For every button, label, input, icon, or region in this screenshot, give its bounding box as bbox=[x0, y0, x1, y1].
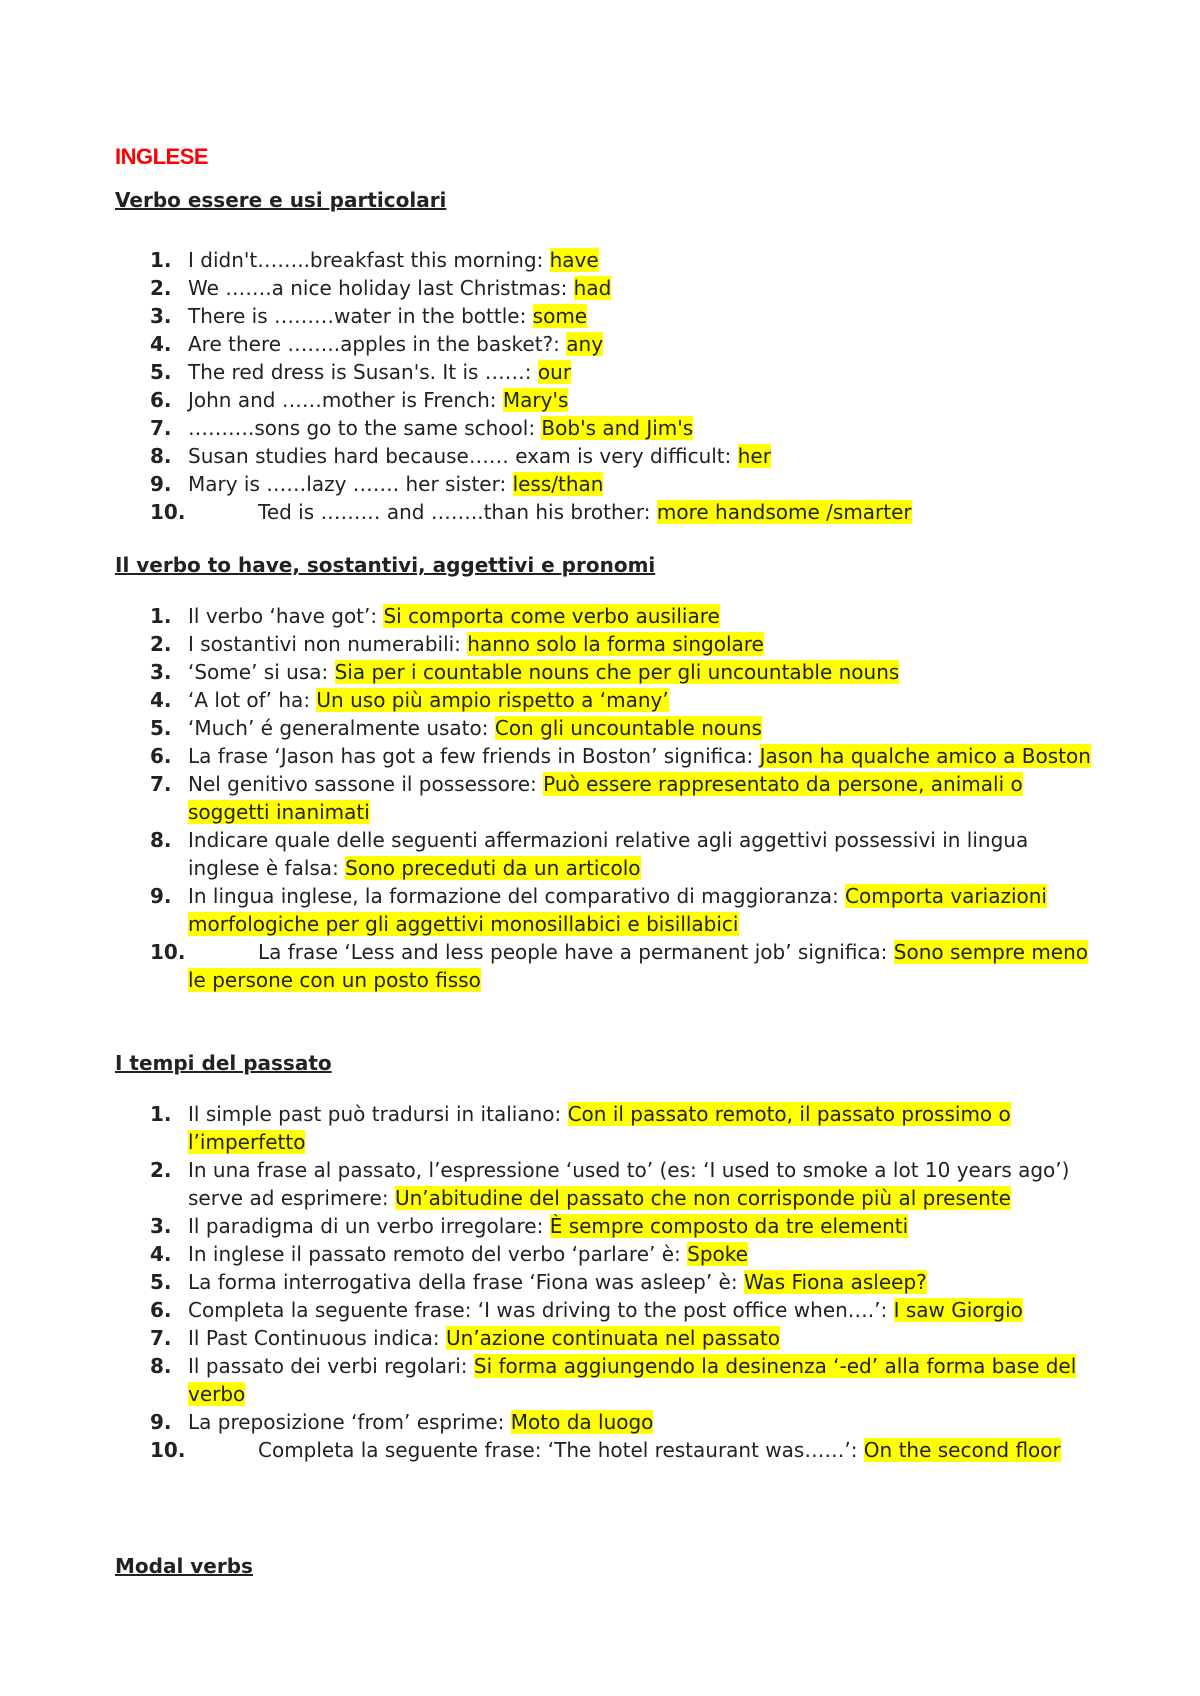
question-number: 3. bbox=[150, 304, 172, 328]
question-text: I sostantivi non numerabili: bbox=[188, 632, 468, 656]
highlighted-answer: had bbox=[573, 276, 612, 300]
question-item bbox=[0, 1156, 1100, 1212]
question-number: 2. bbox=[150, 632, 172, 656]
question-number: 5. bbox=[150, 716, 172, 740]
question-text: ‘Some’ si usa: bbox=[188, 660, 335, 684]
question-item bbox=[0, 470, 1100, 498]
highlighted-answer: Si comporta come verbo ausiliare bbox=[383, 604, 720, 628]
question-text: Completa la seguente frase: ‘I was driving to the post office when….’: bbox=[188, 1298, 894, 1322]
highlighted-answer: Un’abitudine del passato che non corrisponde più al presente bbox=[394, 1186, 1011, 1210]
question-item bbox=[0, 414, 1100, 442]
highlighted-answer: Mary's bbox=[502, 388, 569, 412]
question-number: 9. bbox=[150, 1410, 172, 1434]
question-number: 10. bbox=[150, 1438, 186, 1462]
question-number: 10. bbox=[150, 500, 186, 524]
highlighted-answer: Sono preceduti da un articolo bbox=[345, 856, 641, 880]
question-item bbox=[0, 1436, 1100, 1464]
question-text: Il paradigma di un verbo irregolare: bbox=[188, 1214, 550, 1238]
highlighted-answer: Sia per i countable nouns che per gli uncountable nouns bbox=[334, 660, 900, 684]
section-heading-tempi-passato: I tempi del passato bbox=[115, 1051, 332, 1075]
question-text: Nel genitivo sassone il possessore: bbox=[188, 772, 544, 796]
question-number: 1. bbox=[150, 604, 172, 628]
question-item bbox=[0, 302, 1100, 330]
question-number: 9. bbox=[150, 884, 172, 908]
question-item bbox=[0, 602, 1100, 630]
highlighted-answer: Un uso più ampio rispetto a ‘many’ bbox=[316, 688, 669, 712]
question-item bbox=[0, 442, 1100, 470]
highlighted-answer: less/than bbox=[512, 472, 604, 496]
question-number: 7. bbox=[150, 772, 172, 796]
question-number: 2. bbox=[150, 276, 172, 300]
question-item bbox=[0, 1352, 1100, 1408]
question-text: Il simple past può tradursi in italiano: bbox=[188, 1102, 568, 1126]
question-item bbox=[0, 330, 1100, 358]
question-item bbox=[0, 358, 1100, 386]
question-text: ……….sons go to the same school: bbox=[188, 416, 542, 440]
question-text: The red dress is Susan's. It is ……: bbox=[188, 360, 538, 384]
question-item bbox=[0, 386, 1100, 414]
question-text: Susan studies hard because…… exam is very difficult: bbox=[188, 444, 738, 468]
question-list-verbo-to-have bbox=[0, 602, 1100, 994]
question-text: There is ………water in the bottle: bbox=[188, 304, 533, 328]
question-text: In lingua inglese, la formazione del comparativo di maggioranza: bbox=[188, 884, 846, 908]
question-item bbox=[0, 1268, 1100, 1296]
question-number: 8. bbox=[150, 828, 172, 852]
question-text: I didn't……..breakfast this morning: bbox=[188, 248, 550, 272]
question-number: 4. bbox=[150, 1242, 172, 1266]
highlighted-answer: Comporta variazioni morfologiche per gli aggettivi monosillabici e bisillabici bbox=[188, 884, 1047, 936]
highlighted-answer: On the second floor bbox=[863, 1438, 1061, 1462]
question-text: John and ……mother is French: bbox=[188, 388, 503, 412]
highlighted-answer: more handsome /smarter bbox=[656, 500, 912, 524]
highlighted-answer: have bbox=[549, 248, 599, 272]
highlighted-answer: Spoke bbox=[687, 1242, 748, 1266]
document-title: INGLESE bbox=[115, 144, 209, 169]
question-item bbox=[0, 498, 1100, 526]
question-item bbox=[0, 714, 1100, 742]
highlighted-answer: Può essere rappresentato da persone, animali o soggetti inanimati bbox=[188, 772, 1023, 824]
question-text: ‘Much’ é generalmente usato: bbox=[188, 716, 495, 740]
question-list-verbo-essere bbox=[0, 246, 1100, 526]
question-number: 4. bbox=[150, 332, 172, 356]
question-number: 4. bbox=[150, 688, 172, 712]
question-number: 5. bbox=[150, 360, 172, 384]
question-item bbox=[0, 826, 1100, 882]
question-text: Il verbo ‘have got’: bbox=[188, 604, 384, 628]
section-heading-verbo-essere: Verbo essere e usi particolari bbox=[115, 188, 447, 212]
question-text: Completa la seguente frase: ‘The hotel restaurant was……’: bbox=[258, 1438, 864, 1462]
question-item bbox=[0, 246, 1100, 274]
question-item bbox=[0, 658, 1100, 686]
section-heading-modal-verbs: Modal verbs bbox=[115, 1554, 253, 1578]
question-list-tempi-passato bbox=[0, 1100, 1100, 1464]
highlighted-answer: her bbox=[737, 444, 771, 468]
highlighted-answer: È sempre composto da tre elementi bbox=[549, 1214, 909, 1238]
highlighted-answer: Was Fiona asleep? bbox=[743, 1270, 927, 1294]
highlighted-answer: Jason ha qualche amico a Boston bbox=[759, 744, 1091, 768]
question-item bbox=[0, 1324, 1100, 1352]
question-item bbox=[0, 1296, 1100, 1324]
question-text: La forma interrogativa della frase ‘Fiona was asleep’ è: bbox=[188, 1270, 744, 1294]
question-number: 8. bbox=[150, 1354, 172, 1378]
question-text: Il passato dei verbi regolari: bbox=[188, 1354, 474, 1378]
question-item bbox=[0, 1408, 1100, 1436]
highlighted-answer: any bbox=[566, 332, 604, 356]
question-number: 10. bbox=[150, 940, 186, 964]
question-text: La preposizione ‘from’ esprime: bbox=[188, 1410, 511, 1434]
question-text: In una frase al passato, l’espressione ‘used to’ (es: ‘I used to smoke a lot 10 years ago’) serve ad esprimere: bbox=[188, 1158, 1070, 1210]
question-text: Ted is ……… and ……..than his brother: bbox=[258, 500, 657, 524]
highlighted-answer: Moto da luogo bbox=[510, 1410, 654, 1434]
question-item bbox=[0, 938, 1100, 994]
question-item bbox=[0, 882, 1100, 938]
question-number: 2. bbox=[150, 1158, 172, 1182]
question-number: 8. bbox=[150, 444, 172, 468]
question-text: Indicare quale delle seguenti affermazioni relative agli aggettivi possessivi in lingua inglese è falsa: bbox=[188, 828, 1029, 880]
highlighted-answer: Bob's and Jim's bbox=[541, 416, 694, 440]
highlighted-answer: I saw Giorgio bbox=[893, 1298, 1023, 1322]
highlighted-answer: Con gli uncountable nouns bbox=[494, 716, 762, 740]
question-number: 6. bbox=[150, 744, 172, 768]
question-item bbox=[0, 770, 1100, 826]
question-item bbox=[0, 630, 1100, 658]
question-item bbox=[0, 274, 1100, 302]
question-item bbox=[0, 1212, 1100, 1240]
question-item bbox=[0, 686, 1100, 714]
question-text: ‘A lot of’ ha: bbox=[188, 688, 317, 712]
question-item bbox=[0, 1100, 1100, 1156]
question-number: 1. bbox=[150, 248, 172, 272]
question-text: Il Past Continuous indica: bbox=[188, 1326, 446, 1350]
question-number: 9. bbox=[150, 472, 172, 496]
question-number: 6. bbox=[150, 388, 172, 412]
question-text: Mary is ……lazy ……. her sister: bbox=[188, 472, 513, 496]
question-number: 1. bbox=[150, 1102, 172, 1126]
question-number: 3. bbox=[150, 1214, 172, 1238]
question-number: 5. bbox=[150, 1270, 172, 1294]
question-number: 7. bbox=[150, 416, 172, 440]
question-text: We …….a nice holiday last Christmas: bbox=[188, 276, 574, 300]
question-number: 6. bbox=[150, 1298, 172, 1322]
question-item bbox=[0, 1240, 1100, 1268]
highlighted-answer: hanno solo la forma singolare bbox=[467, 632, 764, 656]
highlighted-answer: some bbox=[532, 304, 588, 328]
section-heading-verbo-to-have: Il verbo to have, sostantivi, aggettivi e pronomi bbox=[115, 553, 656, 577]
highlighted-answer: Un’azione continuata nel passato bbox=[446, 1326, 780, 1350]
question-text: La frase ‘Less and less people have a permanent job’ significa: bbox=[258, 940, 894, 964]
question-text: Are there ……..apples in the basket?: bbox=[188, 332, 567, 356]
question-text: La frase ‘Jason has got a few friends in Boston’ significa: bbox=[188, 744, 760, 768]
question-number: 3. bbox=[150, 660, 172, 684]
highlighted-answer: our bbox=[537, 360, 572, 384]
question-number: 7. bbox=[150, 1326, 172, 1350]
question-item bbox=[0, 742, 1100, 770]
question-text: In inglese il passato remoto del verbo ‘parlare’ è: bbox=[188, 1242, 688, 1266]
highlighted-answer: Sono sempre meno le persone con un posto fisso bbox=[188, 940, 1089, 992]
highlighted-answer: Con il passato remoto, il passato prossimo o l’imperfetto bbox=[188, 1102, 1011, 1154]
highlighted-answer: Si forma aggiungendo la desinenza ‘-ed’ alla forma base del verbo bbox=[188, 1354, 1077, 1406]
